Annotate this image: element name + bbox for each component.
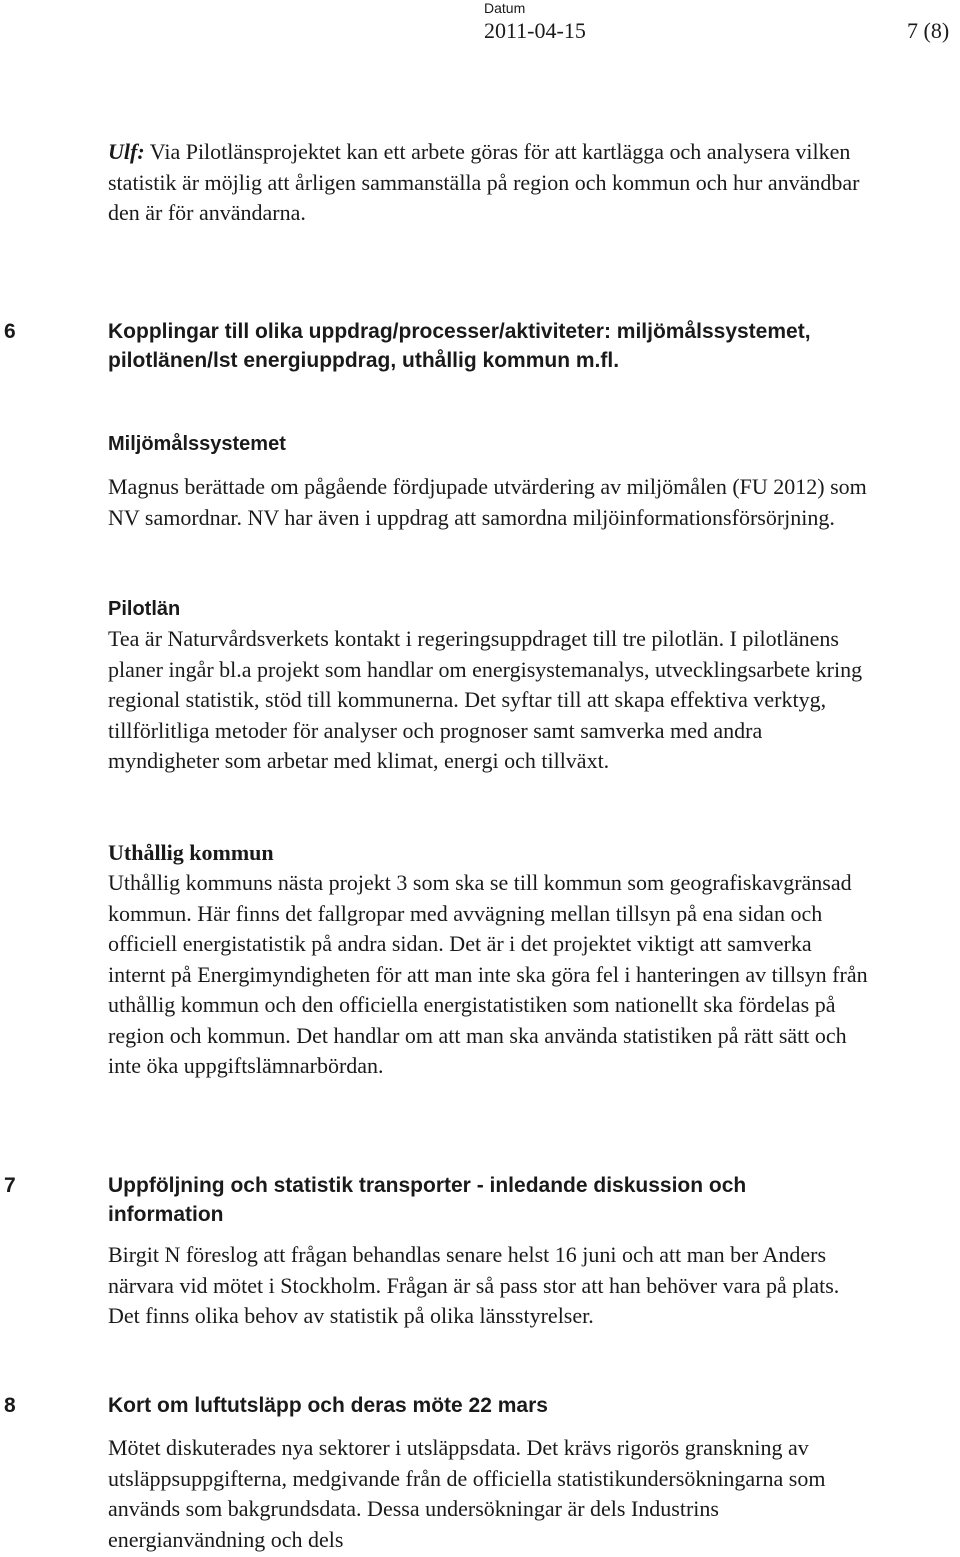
uthallig-text: Uthållig kommuns nästa projekt 3 som ska se till kommun som geografiskavgränsad kommun. Här finns det fallgropar med avvägning mellan tillsyn på ena sidan och officiell energistatistik på andra sidan. Det är i det projektet viktigt att samverka internt på Energimyndigheten för att man inte ska göra fel i hanteringen av tillsyn från uthållig kommun och den officiella energistatistiken som nationellt ska fördelas på region och kommun. Det handlar om att man ska använda statistiken på rätt sätt och inte öka uppgiftslämnarbördan. [108,870,868,1078]
date-label: Datum [484,0,526,16]
section-8-title: Kort om luftutsläpp och deras möte 22 mars [108,1394,548,1417]
section-8-paragraph [108,1433,868,1555]
pilot-paragraph [108,624,868,777]
miljo-text: Magnus berättade om pågående fördjupade utvärdering av miljömålen (FU 2012) som NV samordnar. NV har även i uppdrag att samordna miljöinformationsförsörjning. [108,474,867,530]
miljo-paragraph [108,472,868,533]
section-8-text: Mötet diskuterades nya sektorer i utsläppsdata. Det krävs rigorös granskning av utsläppsuppgifterna, medgivande från de officiella statistikundersökningarna som används som bakgrundsdata. Dessa undersökningar är dels Industrins energianvändning och dels [108,1435,826,1552]
pilot-text: Tea är Naturvårdsverkets kontakt i regeringsuppdraget till tre pilotlän. I pilotlänens planer ingår bl.a projekt som handlar om energisystemanalys, utvecklingsarbete kring regional statistik, stöd till kommunerna. Det syftar till att skapa effektiva verktyg, tillförlitliga metoder för analyser och prognoser samt samverka med andra myndigheter som arbetar med klimat, energi och tillväxt. [108,626,863,773]
uthallig-heading: Uthållig kommun [108,840,274,865]
section-7-title: Uppföljning och statistik transporter - inledande diskussion och information [108,1174,747,1226]
section-7-number: 7 [4,1174,16,1197]
pilot-heading: Pilotlän [108,598,181,620]
section-6-number: 6 [4,320,16,343]
uthallig-paragraph [108,868,868,1082]
section-7-text: Birgit N föreslog att frågan behandlas senare helst 16 juni och att man ber Anders närvara vid mötet i Stockholm. Frågan är så pass stor att han behöver vara på plats. Det finns olika behov av statistik på olika länsstyrelser. [108,1242,840,1328]
intro-paragraph [108,137,868,229]
page-number: 7 (8) [907,18,950,43]
section-7-paragraph [108,1240,868,1332]
miljo-heading: Miljömålssystemet [108,433,286,455]
speaker-name: Ulf: [108,139,145,164]
section-6-title: Kopplingar till olika uppdrag/processer/aktiviteter: miljömålssystemet, pilotlänen/lst energiuppdrag, uthållig kommun m.fl. [108,320,811,372]
intro-text: Via Pilotlänsprojektet kan ett arbete göras för att kartlägga och analysera vilken statistik är möjlig att årligen sammanställa på region och kommun och hur användbar den är för användarna. [108,139,860,225]
section-8-number: 8 [4,1394,16,1417]
document-date: 2011-04-15 [484,18,586,43]
